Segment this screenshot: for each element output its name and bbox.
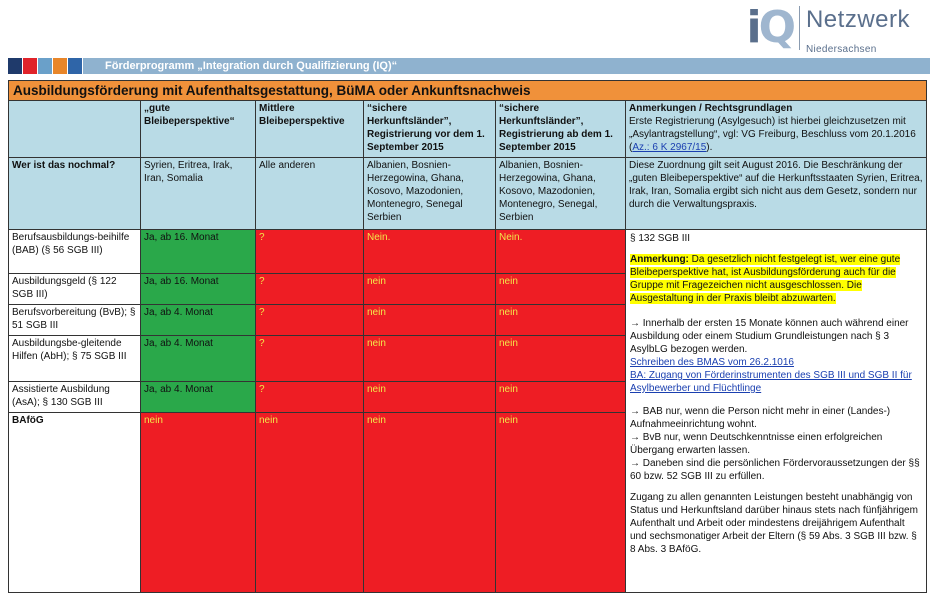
status-cell: nein xyxy=(496,336,626,382)
banner-text: Förderprogramm „Integration durch Qualifizierung (IQ)“ xyxy=(83,58,930,74)
notes-cell xyxy=(626,230,927,593)
table-title: Ausbildungsförderung mit Aufenthaltsgestattung, BüMA oder Ankunftsnachweis xyxy=(9,81,927,101)
notes-legal-basis: § 132 SGB III xyxy=(630,233,691,244)
status-cell: nein xyxy=(364,274,496,305)
table-title-row xyxy=(9,81,927,101)
logo-title: Netzwerk xyxy=(805,6,910,33)
iq-netzwerk-logo xyxy=(746,2,910,55)
header-notes-title: Anmerkungen / Rechtsgrundlagen xyxy=(629,103,793,114)
status-cell: nein xyxy=(364,413,496,593)
banner-square xyxy=(38,58,52,74)
notes-requirements: → Daneben sind die persönlichen Fördervoraussetzungen der §§ 60 bzw. 52 SGB III zu erfüllen. xyxy=(630,458,920,482)
header-cell: “sichere Herkunftsländer”, Registrierung ab dem 1. September 2015 xyxy=(496,101,626,158)
status-cell: Ja, ab 16. Monat xyxy=(141,230,256,274)
row-label: BAföG xyxy=(9,413,141,593)
status-cell: ? xyxy=(256,230,364,274)
status-cell: nein xyxy=(256,413,364,593)
status-cell: Ja, ab 4. Monat xyxy=(141,382,256,413)
header-notes-text: Erste Registrierung (Asylgesuch) ist hierbei gleichzusetzen mit „Asylantragstellung“, vgl: VG Freiburg, Beschluss vom 20.1.2016 ( xyxy=(629,116,916,153)
status-cell: nein xyxy=(141,413,256,593)
status-cell: ? xyxy=(256,274,364,305)
status-cell: nein xyxy=(364,305,496,336)
info-cell: Alle anderen xyxy=(256,158,364,230)
status-cell: nein xyxy=(364,336,496,382)
info-cell: Albanien, Bosnien-Herzegowina, Ghana, Kosovo, Mazodonien, Montenegro, Senegal, Serbien xyxy=(496,158,626,230)
notes-asylblg: → Innerhalb der ersten 15 Monate können auch während einer Ausbildung oder einem Studium Grundleistungen nach § 3 AsylbLG bezogen werden. xyxy=(630,318,909,355)
status-cell: Ja, ab 4. Monat xyxy=(141,305,256,336)
row-label: Ausbildungsgeld (§ 122 SGB III) xyxy=(9,274,141,305)
status-cell: ? xyxy=(256,382,364,413)
table-header-row xyxy=(9,101,927,158)
status-cell: ? xyxy=(256,305,364,336)
court-decision-link[interactable]: Az.: 6 K 2967/15 xyxy=(632,142,707,153)
info-note: Diese Zuordnung gilt seit August 2016. Die Beschränkung der „guten Bleibeperspektive“ auf die Herkunftsstaaten Syrien, Eritrea, Irak, Iran, Somalia ergibt sich nicht aus dem Gesetz, sondern nur durch die Verwaltungspraxis. xyxy=(626,158,927,230)
banner-square xyxy=(53,58,67,74)
banner-square xyxy=(23,58,37,74)
info-cell: Albanien, Bosnien-Herzegowina, Ghana, Kosovo, Mazodonien, Montenegro, Senegal Serbien xyxy=(364,158,496,230)
header-notes-cell xyxy=(626,101,927,158)
status-cell: ? xyxy=(256,336,364,382)
remark-label: Anmerkung: xyxy=(630,254,689,265)
status-cell: nein xyxy=(496,382,626,413)
program-banner xyxy=(8,58,930,74)
header-notes-end: ). xyxy=(706,142,713,153)
status-cell: Ja, ab 16. Monat xyxy=(141,274,256,305)
notes-bab: → BAB nur, wenn die Person nicht mehr in einer (Landes-) Aufnahmeeinrichtung wohnt. xyxy=(630,406,891,430)
banner-square xyxy=(68,58,82,74)
status-cell: nein xyxy=(496,305,626,336)
header-cell: „gute Bleibeperspektive“ xyxy=(141,101,256,158)
status-cell: Nein. xyxy=(364,230,496,274)
bmas-letter-link[interactable]: Schreiben des BMAS vom 26.2.1016 xyxy=(630,357,794,368)
header-cell: “sichere Herkunftsländer”, Registrierung vor dem 1. September 2015 xyxy=(364,101,496,158)
row-label: Berufsausbildungs-beihilfe (BAB) (§ 56 SGB III) xyxy=(9,230,141,274)
info-cell: Syrien, Eritrea, Irak, Iran, Somalia xyxy=(141,158,256,230)
status-cell: nein xyxy=(364,382,496,413)
banner-square xyxy=(8,58,22,74)
info-row-label: Wer ist das nochmal? xyxy=(9,158,141,230)
logo-subtitle: Niedersachsen xyxy=(805,44,877,55)
notes-bvb: → BvB nur, wenn Deutschkenntnisse einen erfolgreichen Übergang erwarten lassen. xyxy=(630,432,883,456)
notes-remark xyxy=(630,254,900,304)
logo-text xyxy=(806,6,910,55)
header-cell: Mittlere Bleibeperspektive xyxy=(256,101,364,158)
logo-divider xyxy=(799,6,800,50)
status-cell: Nein. xyxy=(496,230,626,274)
header-cell xyxy=(9,101,141,158)
row-label: Ausbildungsbe-gleitende Hilfen (AbH); § 75 SGB III xyxy=(9,336,141,382)
row-label: Berufsvorbereitung (BvB); § 51 SGB III xyxy=(9,305,141,336)
status-cell: Ja, ab 4. Monat xyxy=(141,336,256,382)
funding-table xyxy=(8,80,927,593)
status-cell: nein xyxy=(496,274,626,305)
remark-text: Da gesetzlich nicht festgelegt ist, wer eine gute Bleibeperspektive hat, ist Ausbildungsförderung auch für die Gruppe mit Fragezeichen nicht ausgeschlossen. Die Ausgestaltung in der Praxis bleibt abzuwarten. xyxy=(630,254,901,304)
ba-access-link[interactable]: BA: Zugang von Förderinstrumenten des SGB III und SGB II für Asylbewerber und Flüchtlinge xyxy=(630,370,912,394)
info-row xyxy=(9,158,927,230)
row-label: Assistierte Ausbildung (AsA); § 130 SGB III xyxy=(9,382,141,413)
iq-logo-mark: iQ xyxy=(746,2,793,53)
table-row xyxy=(9,230,927,274)
notes-access: Zugang zu allen genannten Leistungen besteht unabhängig von Status und Herkunftsland darüber hinaus stets nach fünfjährigem Aufenthalt und Arbeit oder mindestens dreijährigem Aufenthalt und sechsmonatiger Arbeit der Eltern (§ 59 Abs. 3 SGB III bzw. § 8 Abs. 3 BAföG. xyxy=(630,492,918,555)
status-cell: nein xyxy=(496,413,626,593)
